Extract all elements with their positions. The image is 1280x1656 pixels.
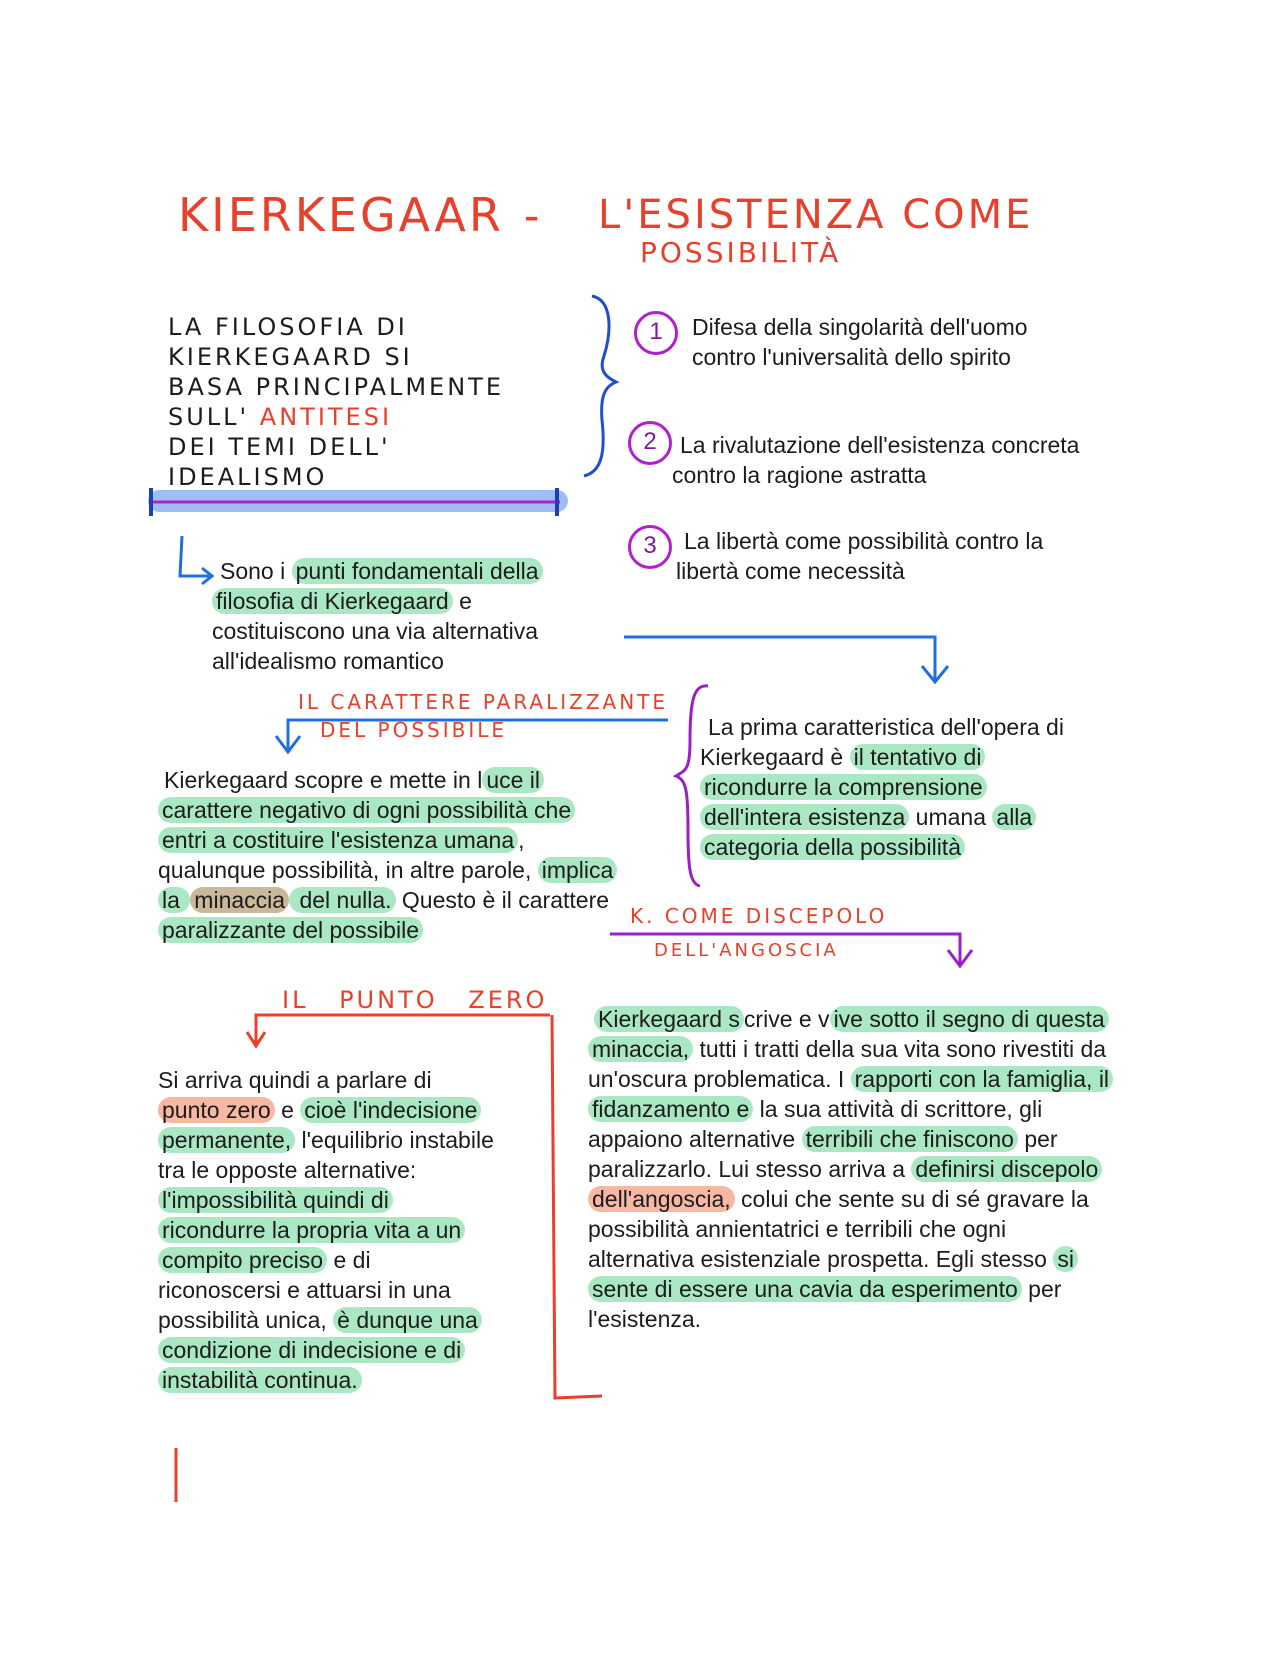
title-left: KIERKEGAAR [178,188,504,242]
arrow-punto-zero [256,1015,550,1044]
brace-top [584,296,616,476]
number-2-icon: 2 [628,421,672,465]
intro-line: DEI TEMI DELL' [168,433,391,461]
antitesi: ANTITESI [259,403,393,431]
title-dash: - [524,189,540,241]
intro-line: BASA PRINCIPALMENTE [168,373,504,401]
heading-discepolo-2: DELL'ANGOSCIA [654,940,839,961]
heading-punto-zero: IL PUNTO ZERO [282,986,548,1014]
zero-text: Si arriva quindi a parlare di punto zero e cioè l'indecisione permanente, l'equilibrio instabile tra le opposte alternative: l'impossibilità quindi di ricondurre la propria vita a un compito preciso e di riconoscersi e attuarsi in una possibilità unica, è dunque una condizione di indecisione e di instabilità continua. [158,1067,494,1393]
intro-block [168,312,588,492]
prima-text: La prima caratteristica dell'opera di Kierkegaard è il tentativo di ricondurre la comprensione dell'intera esistenza umana alla categoria della possibilità [700,714,1064,860]
heading-paralizzante-2: DEL POSSIBILE [320,718,508,742]
intro-line: IDEALISMO [168,463,328,491]
point-2-text: La rivalutazione dell'esistenza concreta contro la ragione astratta [672,432,1080,488]
title-right-line1: L'ESISTENZA COME [598,192,1034,238]
title-right-line2: POSSIBILITÀ [640,236,842,269]
fundamentals-text: Sono i punti fondamentali della filosofia di Kierkegaard e costituiscono una via alternativa all'idealismo romantico [212,556,582,676]
heading-discepolo-1: K. COME DISCEPOLO [630,904,888,928]
paralizzante-text: Kierkegaard scopre e mette in l uce il carattere negativo di ogni possibilità che entri a costituire l'esistenza umana , qualunque possibilità, in altre parole, implica la minaccia del nulla. Questo è il carattere paralizzante del possibile [158,765,614,945]
intro-line: LA FILOSOFIA DI [168,313,408,341]
point-1-text: Difesa della singolarità dell'uomo contro l'universalità dello spirito [692,314,1028,370]
number-3-icon: 3 [628,525,672,569]
point-3-text: La libertà come possibilità contro la libertà come necessità [676,528,1044,584]
number-1-icon: 1 [634,311,678,355]
intro-line: KIERKEGAARD SI [168,343,413,371]
discepolo-text: Kierkegaard s crive e v ive sotto il segno di questa minaccia, tutti i tratti della sua vita sono rivestiti da un'oscura problematica. I rapporti con la famiglia, il fidanzamento e la sua attività di scrittore, gli appaiono alternative terribili che finiscono per paralizzarlo. Lui stesso arriva a definirsi discepolo dell'angoscia, colui che sente su di sé gravare la possibilità annientatrici e terribili che ogni alternativa esistenziale prospetta. Egli stesso si sente di essere una cavia da esperimento per l'esistenza. [588,1004,1118,1334]
arrow-to-prima [624,637,935,680]
heading-paralizzante-1: IL CARATTERE PARALIZZANTE [298,690,669,714]
intro-line-4: SULL' ANTITESI [168,403,393,431]
